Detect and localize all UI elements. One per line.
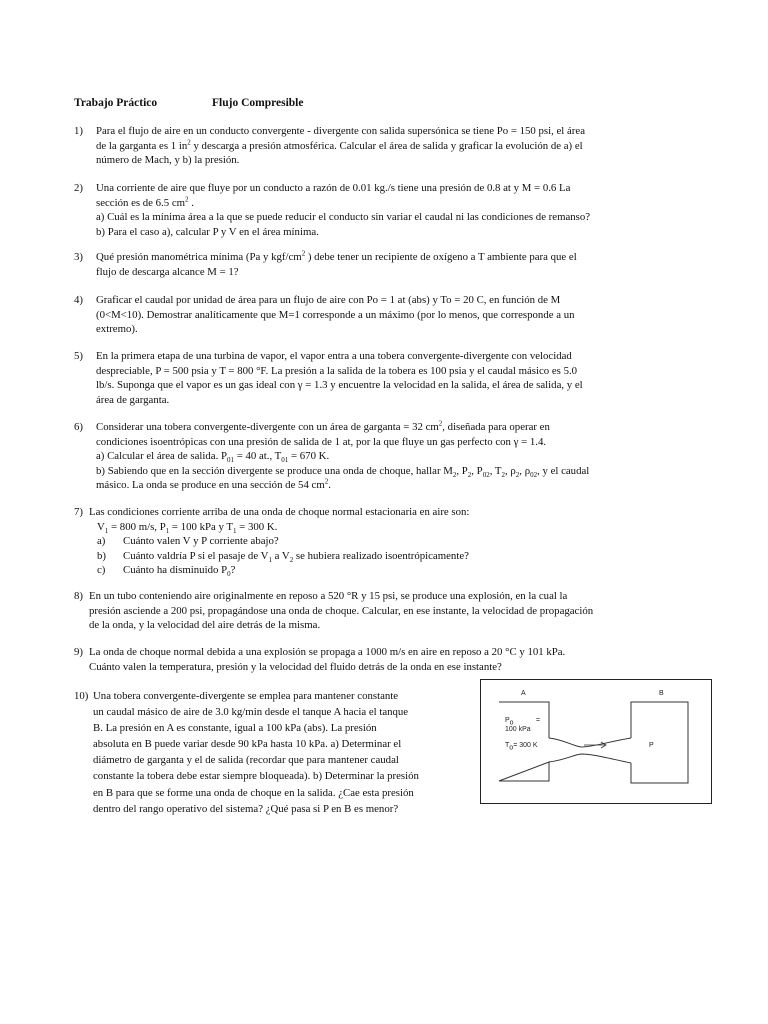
- item-letter: c): [97, 564, 106, 576]
- item-letter: a): [97, 535, 106, 547]
- item-text: Cuánto valen V y P corriente abajo?: [123, 535, 279, 547]
- p0-value: 100 kPa: [505, 726, 531, 733]
- question-body: [96, 124, 694, 168]
- sub-question-b: [97, 549, 687, 564]
- text-line: En la primera etapa de una turbina de vapor, el vapor entra a una tobera convergente-divergente con velocidad: [96, 350, 572, 362]
- text-run: , P: [456, 464, 468, 477]
- text-line: [96, 250, 694, 265]
- text-line: lb/s. Suponga que el vapor es un gas ideal con γ = 1.3 y encuentre la velocidad en la salida, el área de salida, y el: [96, 379, 583, 391]
- text-run: , y el caudal: [537, 464, 590, 477]
- text-line: b) Para el caso a), calcular P y V en el área mínima.: [96, 225, 319, 238]
- text-line: Para el flujo de aire en un conducto convergente - divergente con salida supersónica se tiene Po = 150 psi, el área: [96, 125, 585, 137]
- text-run: = 670 K.: [288, 450, 330, 462]
- text-line: despreciable, P = 500 psia y T = 800 °F. La presión a la salida de la tobera es 100 psia y el caudal másico es 5.0: [96, 364, 578, 377]
- tank-a-label: A: [521, 690, 526, 697]
- subscript: 02: [530, 470, 538, 479]
- text-line: [96, 464, 694, 479]
- text-line: condiciones isoentrópicas con una presión de salida de 1 at, por la que fluye un gas perfecto con γ = 1.4.: [96, 435, 547, 448]
- text-line: [96, 478, 694, 493]
- superscript: 2: [438, 419, 443, 428]
- text-run: , ρ: [519, 464, 531, 477]
- subscript: 02: [482, 470, 490, 479]
- question-number: 9): [74, 646, 83, 658]
- text-line: Las condiciones corriente arriba de una onda de choque normal estacionaria en aire son:: [89, 506, 470, 518]
- text-run: .: [328, 479, 331, 491]
- subscript: 1: [268, 555, 272, 564]
- subscript: 2: [452, 470, 457, 479]
- document-title-left: Trabajo Práctico: [74, 97, 158, 109]
- text-run: , P: [471, 464, 483, 477]
- text-run: de la garganta es 1 in: [96, 139, 188, 152]
- question-body: [96, 250, 694, 279]
- superscript: 2: [187, 137, 191, 146]
- superscript: 2: [324, 477, 329, 486]
- text-run: P: [505, 717, 510, 724]
- text-line: diámetro de garganta y el de salida (recordar que para mantener caudal: [93, 754, 399, 767]
- question-number: 6): [74, 421, 83, 433]
- text-line: flujo de descarga alcance M = 1?: [96, 265, 239, 278]
- text-line: En un tubo conteniendo aire originalmente en reposo a 520 °R y 15 psi, se produce una explosión, en la cual la: [89, 590, 568, 602]
- text-run: , T: [489, 464, 502, 477]
- text-run: , ρ: [505, 464, 516, 477]
- question-body: [89, 505, 687, 578]
- question-body: [96, 181, 694, 239]
- text-line: [96, 420, 694, 435]
- subscript: 1: [232, 526, 237, 535]
- p-label: P: [649, 742, 654, 749]
- text-line: un caudal másico de aire de 3.0 kg/min desde el tanque A hacia el tanque: [93, 706, 409, 719]
- text-line: [96, 139, 694, 154]
- text-run: , diseñada para operar en: [442, 421, 550, 433]
- text-line: a) Cuál es la mínima área a la que se puede reducir el conducto sin variar el caudal ni las condiciones de remanso?: [96, 211, 591, 223]
- text-run: Considerar una tobera convergente-divergente con un área de garganta = 32 cm: [96, 421, 439, 433]
- text-line: Cuánto valen la temperatura, presión y la velocidad del fluido detrás de la onda en ese instante?: [89, 660, 502, 673]
- p0-label: [505, 717, 514, 727]
- text-line: [96, 196, 694, 211]
- sub-question-c: [97, 563, 687, 578]
- superscript: 2: [301, 249, 306, 258]
- text-run: másico. La onda se produce en una sección de 54 cm: [96, 479, 325, 491]
- text-line: Una corriente de aire que fluye por un conducto a razón de 0.01 kg./s tiene una presión de 0.8 at y M = 0.6 La: [96, 182, 571, 194]
- text-run: Qué presión manométrica mínima (Pa y kgf/cm: [96, 251, 302, 263]
- question-body: [89, 589, 694, 633]
- text-line: B. La presión en A es constante, igual a 100 kPa (abs). La presión: [93, 722, 377, 735]
- text-line: dentro del rango operativo del sistema? ¿Qué pasa si P en B es menor?: [93, 802, 399, 815]
- text-line: Graficar el caudal por unidad de área para un flujo de aire con Po = 1 at (abs) y To = 20 C, en función de M: [96, 294, 561, 306]
- nozzle-tank-diagram: [480, 679, 712, 804]
- text-run: b) Sabiendo que en la sección divergente se produce una onda de choque, hallar M: [96, 464, 453, 477]
- text-run: = 300 K.: [236, 520, 278, 533]
- subscript: o: [509, 744, 514, 752]
- question-body: [93, 688, 493, 817]
- question-number: 1): [74, 125, 83, 137]
- text-line: área de garganta.: [96, 393, 170, 406]
- text-line: absoluta en B puede variar desde 90 kPa hasta 10 kPa. a) Determinar el: [93, 738, 402, 751]
- t0-label: [505, 742, 538, 752]
- text-line: [96, 449, 694, 464]
- sub-question-list: [89, 534, 687, 578]
- sub-question-a: [97, 534, 687, 549]
- item-text: se hubiera realizado isoentrópicamente?: [293, 549, 469, 562]
- document-title-right: Flujo Compresible: [212, 97, 304, 109]
- item-letter: b): [97, 549, 106, 562]
- item-text: a V: [271, 549, 290, 562]
- item-text: Cuánto valdría P si el pasaje de V: [123, 549, 269, 562]
- text-run: = 40 at., T: [234, 450, 282, 462]
- text-run: sección es de 6.5 cm: [96, 196, 186, 209]
- text-run: T: [505, 742, 510, 749]
- question-number: 7): [74, 506, 83, 518]
- question-number: 3): [74, 251, 83, 263]
- subscript: 01: [227, 456, 234, 465]
- text-line: (0<M<10). Demostrar analíticamente que M=1 corresponde a un máximo (por lo menos, que corresponde a un: [96, 308, 575, 321]
- subscript: 2: [515, 470, 520, 479]
- tank-b-outline: [631, 702, 688, 783]
- subscript: 1: [165, 526, 170, 535]
- item-text: Cuánto ha disminuido P: [123, 564, 228, 576]
- item-text: ?: [230, 564, 236, 576]
- subscript: 01: [281, 456, 289, 465]
- text-line: extremo).: [96, 323, 138, 335]
- question-body: [89, 645, 694, 674]
- question-body: [96, 293, 694, 337]
- question-number: 2): [74, 182, 83, 194]
- subscript: 2: [467, 470, 472, 479]
- subscript: 0: [227, 570, 231, 579]
- text-run: a) Calcular el área de salida. P: [96, 450, 227, 462]
- question-body: [96, 349, 694, 407]
- text-run: = 100 kPa y T: [169, 520, 233, 533]
- question-number: 8): [74, 590, 83, 602]
- text-run: = 800 m/s, P: [108, 520, 166, 533]
- nozzle-upper-wall: [549, 738, 631, 747]
- subscript: 1: [104, 526, 109, 535]
- text-run: = 300 K: [513, 742, 538, 749]
- text-line: constante la tobera debe estar siempre bloqueada). b) Determinar la presión: [93, 770, 419, 783]
- subscript: 2: [501, 470, 505, 479]
- question-number: 5): [74, 350, 83, 362]
- question-number: 4): [74, 294, 83, 306]
- tank-b-label: B: [659, 690, 664, 697]
- question-body: [96, 420, 694, 493]
- text-line: de la onda, y la velocidad del aire detrás de la misma.: [89, 619, 321, 631]
- text-line: número de Mach, y b) la presión.: [96, 154, 240, 166]
- text-line: presión asciende a 200 psi, propagándose una onda de choque. Calcular, en ese instante, la velocidad de propagación: [89, 604, 594, 617]
- subscript: 2: [289, 555, 294, 564]
- text-line: La onda de choque normal debida a una explosión se propaga a 1000 m/s en aire en reposo a 20 °C y 101 kPa.: [89, 646, 566, 658]
- p0-equals: =: [536, 717, 541, 724]
- superscript: 2: [185, 194, 189, 203]
- nozzle-lower-wall: [549, 754, 631, 763]
- text-line: Una tobera convergente-divergente se emplea para mantener constante: [93, 690, 399, 702]
- subscript: o: [509, 719, 514, 727]
- text-run: V: [97, 520, 105, 533]
- question-number: 10): [74, 690, 89, 702]
- text-run: y descarga a presión atmosférica. Calcular el área de salida y graficar la evolución de a) el: [190, 139, 583, 152]
- text-run: .: [188, 196, 194, 209]
- text-line: en B para que se forme una onda de choque en la salida. ¿Cae esta presión: [93, 786, 414, 799]
- text-run: ) debe tener un recipiente de oxígeno a T ambiente para que el: [305, 251, 577, 263]
- text-line: [89, 520, 687, 535]
